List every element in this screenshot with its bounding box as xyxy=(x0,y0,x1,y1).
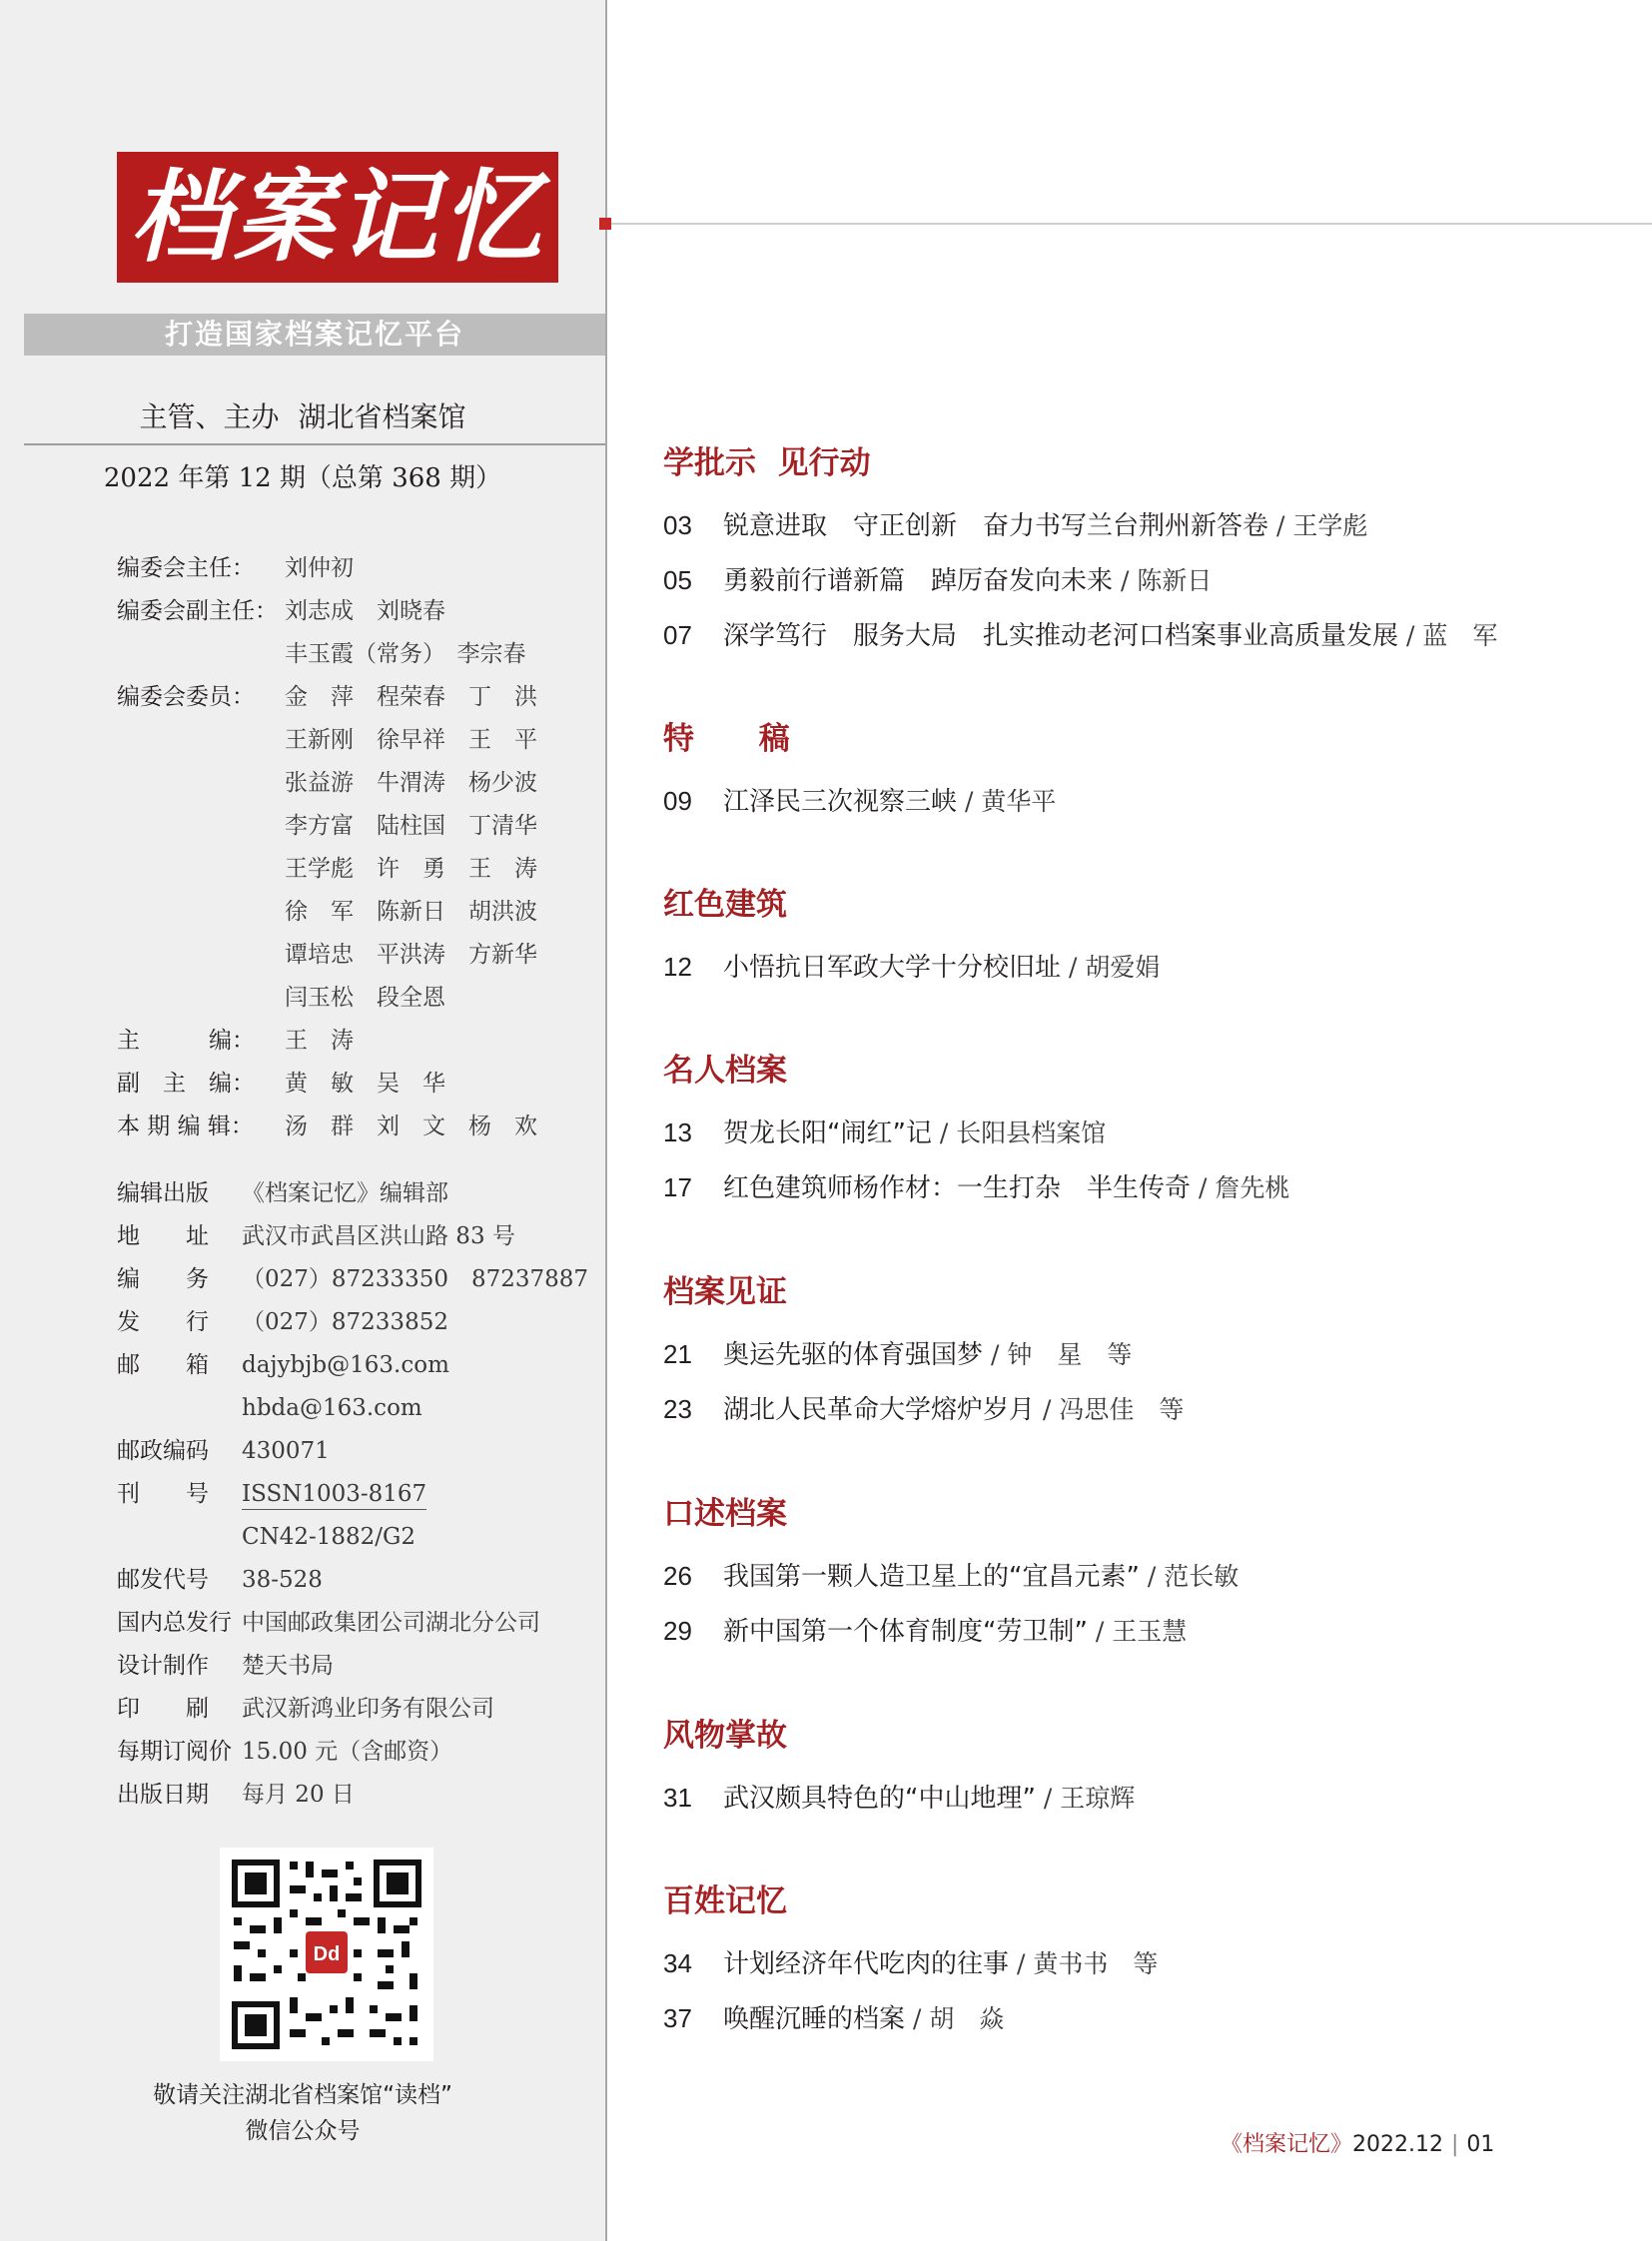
value: 38-528 xyxy=(242,1567,323,1593)
value: 刘仲初 xyxy=(285,555,354,581)
toc-page: 03 xyxy=(663,510,692,540)
label: 邮政编码 xyxy=(117,1438,209,1464)
toc-page: 37 xyxy=(663,2003,692,2033)
footer-date: 2022.12 xyxy=(1352,2132,1443,2157)
toc-title: 湖北人民革命大学熔炉岁月 xyxy=(723,1395,1036,1425)
value: 楚天书局 xyxy=(242,1653,334,1679)
label: 主 编： xyxy=(117,1028,255,1054)
toc-author: / 詹先桃 xyxy=(1191,1173,1290,1202)
value: 每月 20 日 xyxy=(242,1782,355,1808)
toc-entry[interactable] xyxy=(663,562,1212,599)
toc-entry[interactable] xyxy=(663,783,1056,820)
toc-section-title: 特 稿 xyxy=(663,721,790,757)
qr-code-icon xyxy=(220,1848,433,2061)
label: 本 期 编 辑： xyxy=(117,1114,254,1139)
value: 黄 敏 吴 华 xyxy=(285,1071,445,1097)
value: 王 涛 xyxy=(285,1028,354,1054)
toc-title: 新中国第一个体育制度“劳卫制” xyxy=(723,1617,1088,1647)
label: 邮 箱 xyxy=(117,1352,209,1378)
value: （027）87233852 xyxy=(242,1309,448,1335)
toc-author: / 陈新日 xyxy=(1113,566,1213,595)
toc-author: / 范长敏 xyxy=(1139,1562,1239,1591)
toc-author: / 蓝 军 xyxy=(1398,621,1498,650)
qr-caption xyxy=(0,2077,605,2149)
toc-author: / 胡 焱 xyxy=(905,2004,1005,2033)
value: 王学彪 许 勇 王 涛 xyxy=(285,856,537,882)
label: 设计制作 xyxy=(117,1653,209,1679)
accent-marker xyxy=(599,218,611,230)
toc-page: 13 xyxy=(663,1118,692,1147)
toc-page: 12 xyxy=(663,952,692,982)
label: 副 主 编： xyxy=(117,1071,255,1097)
value: 丰玉霞（常务） 李宗春 xyxy=(285,641,526,667)
value: 王新刚 徐早祥 王 平 xyxy=(285,727,537,753)
cn-value: CN42-1882/G2 xyxy=(242,1524,416,1550)
toc-page: 23 xyxy=(663,1394,692,1424)
toc-section-title: 学批示 见行动 xyxy=(663,445,871,481)
toc-entry[interactable] xyxy=(663,949,1160,986)
toc-page: 26 xyxy=(663,1561,692,1591)
qr-caption-line2: 微信公众号 xyxy=(245,2118,361,2144)
issue-number: 2022 年第 12 期（总第 368 期） xyxy=(103,463,502,493)
divider xyxy=(24,443,605,445)
value: 徐 军 陈新日 胡洪波 xyxy=(285,899,537,925)
page-footer xyxy=(1221,2127,1494,2158)
toc-title: 计划经济年代吃肉的往事 xyxy=(723,1949,1010,1979)
toc-entry[interactable] xyxy=(663,617,1497,654)
toc-title: 贺龙长阳“闹红”记 xyxy=(723,1119,932,1148)
value: 汤 群 刘 文 杨 欢 xyxy=(285,1114,537,1139)
value: （027）87233350 87237887 xyxy=(242,1266,589,1292)
toc-page: 09 xyxy=(663,786,692,816)
footer-magazine-title: 《档案记忆》 xyxy=(1221,2132,1353,2157)
toc-section-title: 名人档案 xyxy=(663,1053,787,1089)
value: 武汉新鸿业印务有限公司 xyxy=(242,1696,494,1722)
toc-title: 江泽民三次视察三峡 xyxy=(723,787,958,817)
toc-section-title: 档案见证 xyxy=(663,1274,787,1310)
toc-page: 05 xyxy=(663,565,692,595)
toc-title: 深学笃行 服务大局 扎实推动老河口档案事业高质量发展 xyxy=(723,621,1399,651)
label: 编委会副主任： xyxy=(117,598,278,624)
label: 每期订阅价 xyxy=(117,1739,232,1765)
qr-badge-text: Dd xyxy=(313,1943,341,1965)
value: 闫玉松 段全恩 xyxy=(285,985,445,1011)
toc-page: 17 xyxy=(663,1172,692,1202)
toc-title: 我国第一颗人造卫星上的“宜昌元素” xyxy=(723,1562,1140,1592)
toc-author: / 黄华平 xyxy=(957,787,1057,816)
email-value: hbda@163.com xyxy=(242,1395,422,1421)
toc-page: 34 xyxy=(663,1948,692,1978)
toc-title: 勇毅前行谱新篇 踔厉奋发向未来 xyxy=(723,566,1114,596)
toc-section-title: 百姓记忆 xyxy=(663,1883,787,1919)
toc-author: / 胡爱娟 xyxy=(1061,953,1161,982)
sponsor-line: 主管、主办 湖北省档案馆 xyxy=(139,400,466,433)
toc-section-title: 风物掌故 xyxy=(663,1718,787,1754)
toc-page: 31 xyxy=(663,1783,692,1813)
toc-entry[interactable] xyxy=(663,1558,1239,1595)
value: 《档案记忆》编辑部 xyxy=(242,1180,448,1206)
label: 刊 号 xyxy=(117,1481,209,1507)
toc-author: / 王琼辉 xyxy=(1035,1784,1136,1813)
toc-author: / 王玉慧 xyxy=(1087,1617,1188,1646)
label: 编委会委员： xyxy=(117,684,255,710)
toc-author: / 钟 星 等 xyxy=(983,1340,1133,1369)
issn-value: ISSN1003-8167 xyxy=(242,1479,426,1510)
toc-title: 武汉颇具特色的“中山地理” xyxy=(723,1784,1036,1814)
toc-entry[interactable] xyxy=(663,1115,1106,1151)
toc-page: 07 xyxy=(663,620,692,650)
value: 15.00 元（含邮资） xyxy=(242,1739,453,1765)
label: 出版日期 xyxy=(117,1782,209,1808)
toc-author: / 冯思佳 等 xyxy=(1035,1395,1185,1424)
value: 武汉市武昌区洪山路 83 号 xyxy=(242,1223,515,1249)
toc-entry[interactable] xyxy=(663,507,1367,544)
value: 张益游 牛渭涛 杨少波 xyxy=(285,770,537,796)
toc-title: 奥运先驱的体育强国梦 xyxy=(723,1340,984,1370)
toc-page: 21 xyxy=(663,1339,692,1369)
toc-entry[interactable] xyxy=(663,1780,1135,1817)
toc-entry[interactable] xyxy=(663,1391,1184,1428)
toc-entry[interactable] xyxy=(663,1613,1187,1650)
label: 印 刷 xyxy=(117,1696,209,1722)
toc-author: / 黄书书 等 xyxy=(1009,1949,1159,1978)
toc-section-title: 红色建筑 xyxy=(663,887,787,923)
label: 地 址 xyxy=(117,1223,209,1249)
footer-separator: | xyxy=(1451,2132,1459,2157)
label: 编辑出版 xyxy=(117,1180,209,1206)
footer-page-number: 01 xyxy=(1466,2132,1495,2157)
slogan: 打造国家档案记忆平台 xyxy=(24,314,605,356)
column-divider xyxy=(605,0,607,2241)
value: 谭培忠 平洪涛 方新华 xyxy=(285,942,537,968)
toc-entry[interactable] xyxy=(663,1336,1132,1373)
qr-code[interactable] xyxy=(220,1848,433,2061)
toc-entry[interactable] xyxy=(663,1169,1289,1206)
toc-title: 小悟抗日军政大学十分校旧址 xyxy=(723,953,1062,983)
value: 430071 xyxy=(242,1438,330,1464)
magazine-logo: 档案记忆 xyxy=(117,152,558,283)
toc-entry[interactable] xyxy=(663,1945,1158,1982)
value: 金 萍 程荣春 丁 洪 xyxy=(285,684,537,710)
email-value: dajybjb@163.com xyxy=(242,1352,449,1378)
toc-title: 唤醒沉睡的档案 xyxy=(723,2004,906,2034)
label: 国内总发行 xyxy=(117,1610,232,1636)
value: 刘志成 刘晓春 xyxy=(285,598,445,624)
value: 中国邮政集团公司湖北分公司 xyxy=(242,1610,540,1636)
toc-entry[interactable] xyxy=(663,2000,1004,2037)
label: 邮发代号 xyxy=(117,1567,209,1593)
value: 李方富 陆柱国 丁清华 xyxy=(285,813,537,839)
toc-title: 锐意进取 守正创新 奋力书写兰台荆州新答卷 xyxy=(723,511,1269,541)
accent-rule xyxy=(611,223,1652,225)
toc-section-title: 口述档案 xyxy=(663,1496,787,1532)
label: 编 务 xyxy=(117,1266,209,1292)
toc-title: 红色建筑师杨作材：一生打杂 半生传奇 xyxy=(723,1173,1192,1203)
toc-author: / 王学彪 xyxy=(1268,511,1368,540)
label: 编委会主任： xyxy=(117,555,255,581)
qr-caption-line1: 敬请关注湖北省档案馆“读档” xyxy=(153,2082,452,2108)
toc-page: 29 xyxy=(663,1616,692,1646)
label: 发 行 xyxy=(117,1309,209,1335)
toc-author: / 长阳县档案馆 xyxy=(931,1119,1107,1147)
